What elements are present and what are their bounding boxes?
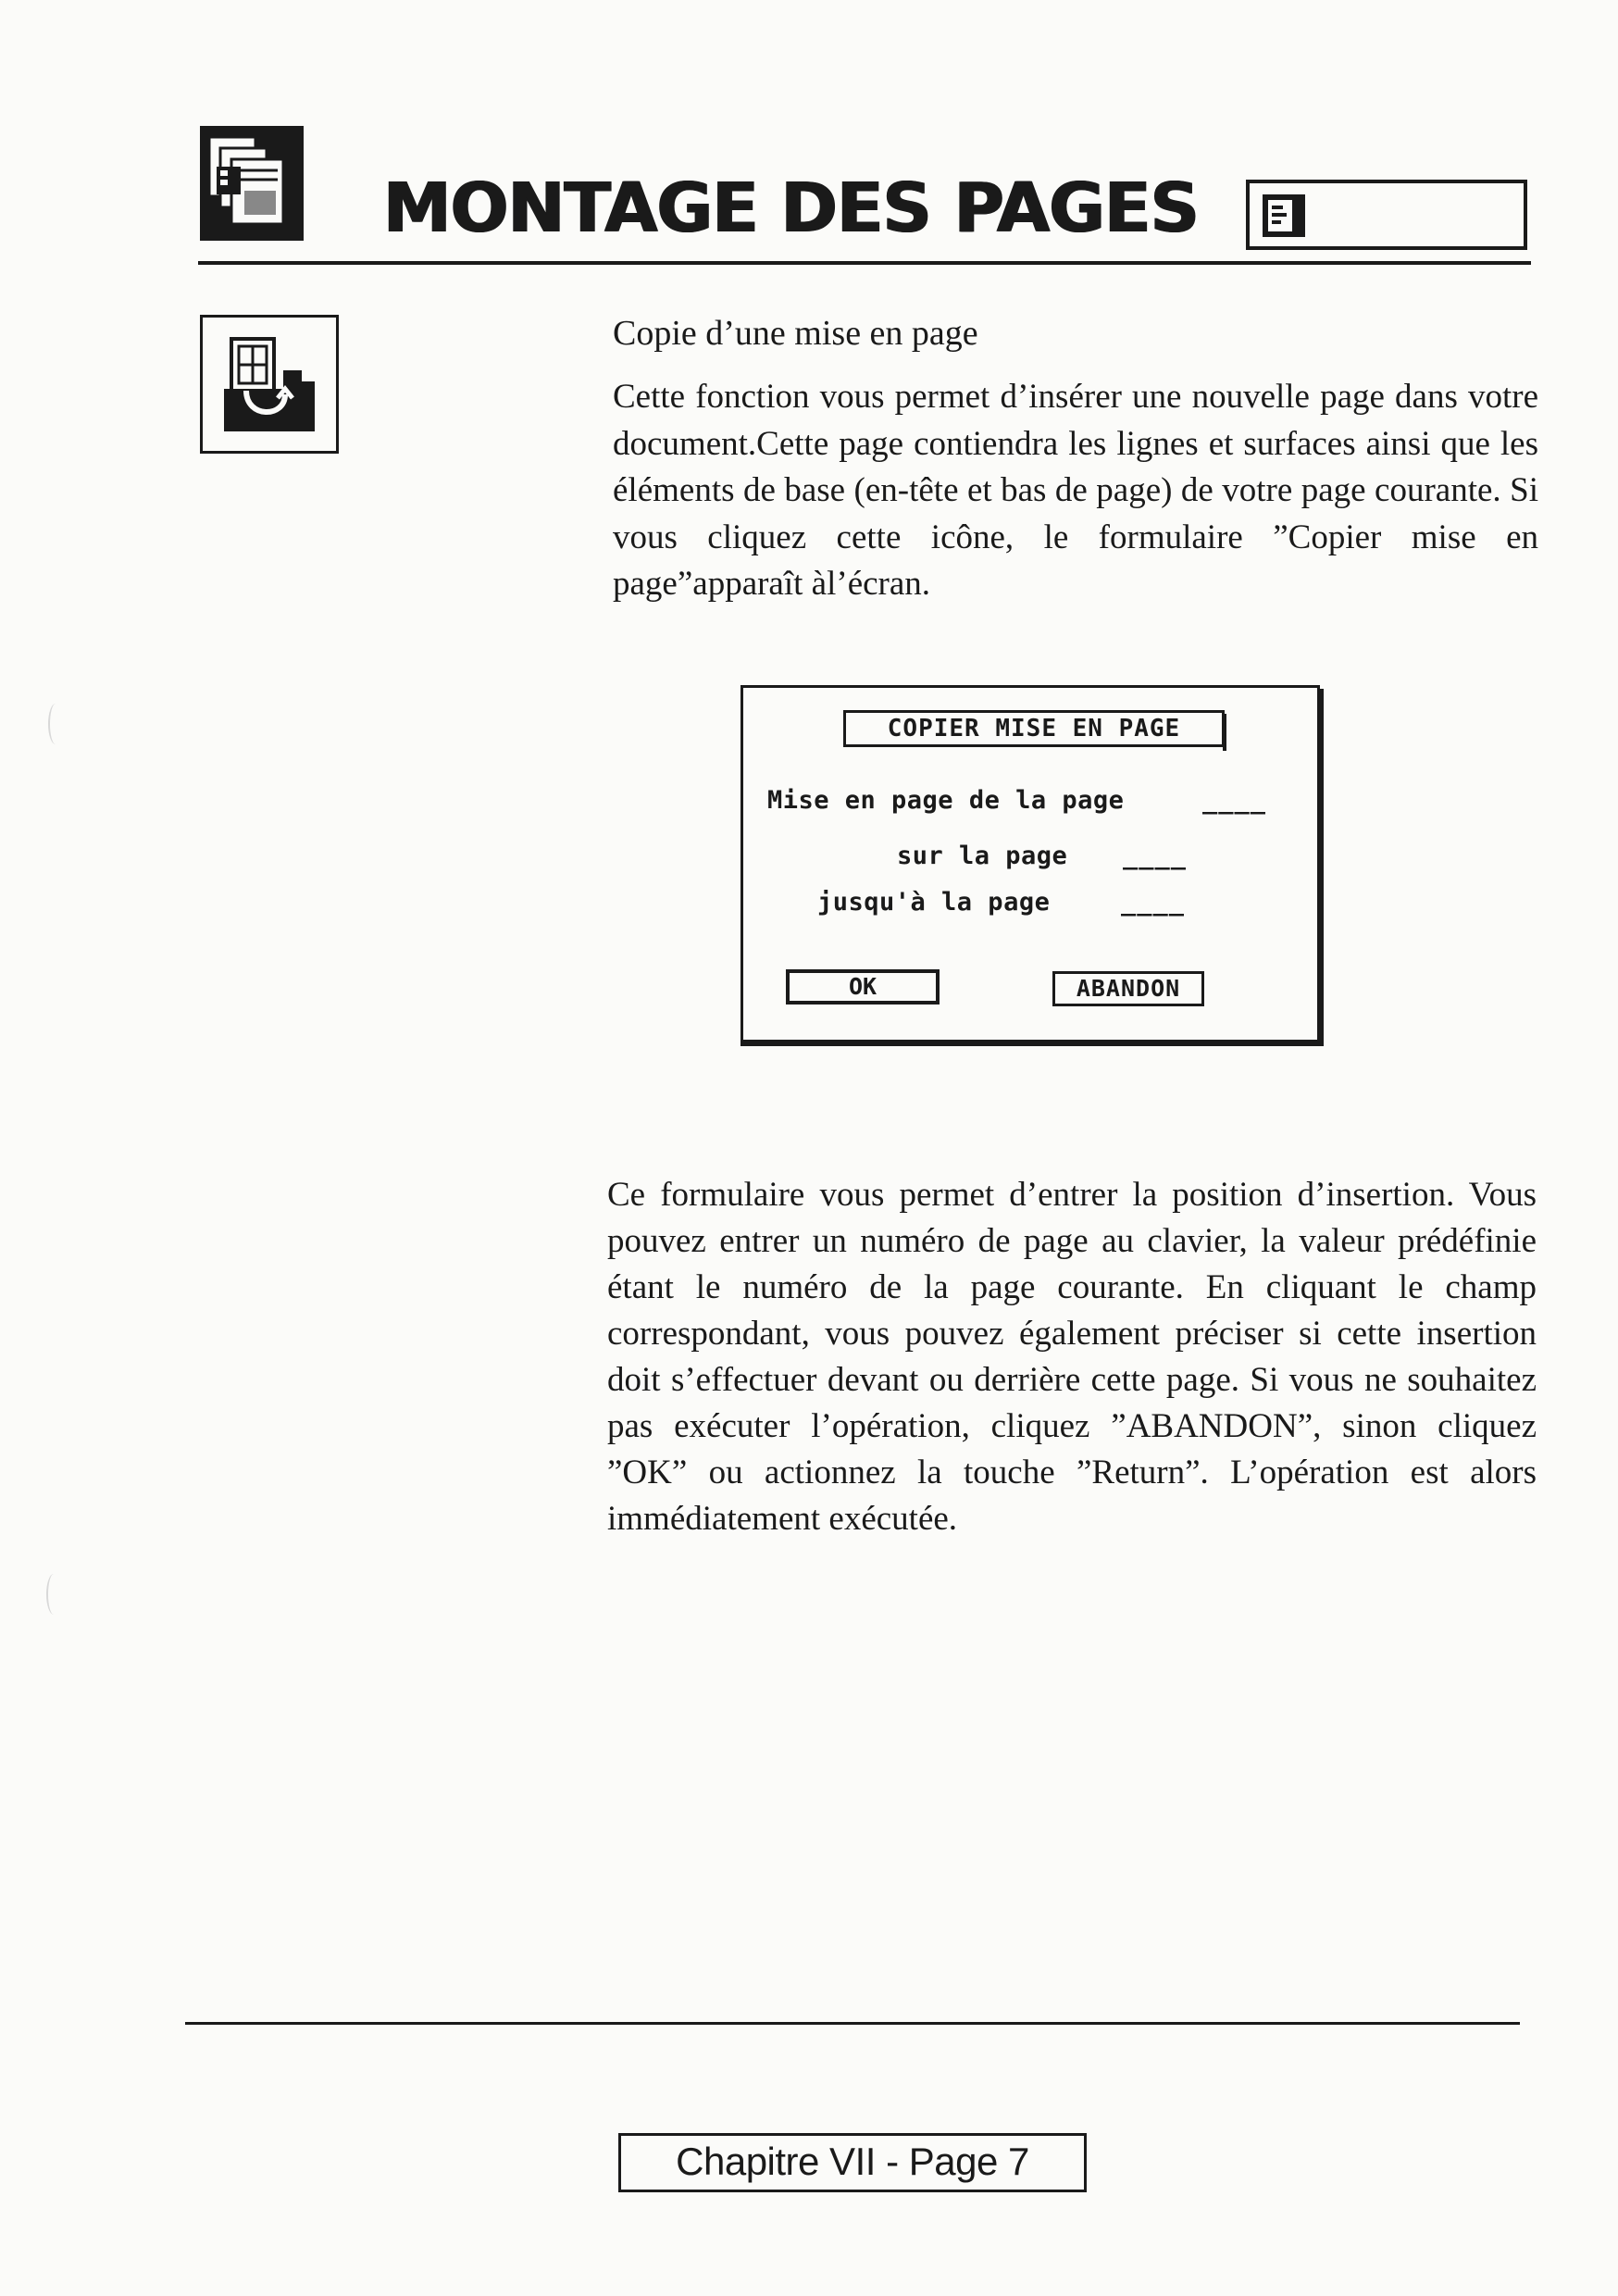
page-layout-icon <box>200 126 304 241</box>
scan-mark <box>46 1574 61 1615</box>
intro-paragraph: Cette fonction vous permet d’insérer une nouvelle page dans votre document.Cette page contiendra les lignes et surfaces ainsi que les éléments de base (en-tête et bas de page) de votre page courante. Si vous cliquez cette icône, le formulaire ”Copier mise en page”apparaît àl’écran. <box>613 378 1538 603</box>
page-number-box: Chapitre VII - Page 7 <box>618 2133 1087 2192</box>
copy-layout-dialog <box>741 685 1320 1042</box>
header-rule <box>198 261 1531 265</box>
target-page-label: sur la page <box>897 842 1068 870</box>
page-title: MONTAGE DES PAGES <box>383 168 1199 248</box>
section-heading: Copie d’une mise en page <box>613 314 978 353</box>
target-page-field[interactable]: ____ <box>1123 842 1188 870</box>
until-page-field[interactable]: ____ <box>1121 888 1186 917</box>
scan-mark <box>48 704 63 744</box>
copy-layout-icon <box>218 333 320 435</box>
source-page-label: Mise en page de la page <box>767 786 1125 815</box>
until-page-label: jusqu'à la page <box>817 888 1051 917</box>
ok-button[interactable]: OK <box>786 969 940 1004</box>
dialog-title-shadow <box>1223 714 1226 751</box>
document-icon <box>1261 193 1307 239</box>
dialog-shadow <box>741 1042 1324 1046</box>
description-paragraph: Ce formulaire vous permet d’entrer la position d’insertion. Vous pouvez entrer un numéro de page au clavier, la valeur prédéfinie étant le numéro de la page courante. En cliquant le champ correspondant, vous pouvez également préciser si cette insertion doit s’effectuer devant ou derrière cette page. Si vous ne souhaitez pas exécuter l’opération, cliquez ”ABANDON”, sinon cliquez ”OK” ou actionnez la touche ”Return”. L’opération est alors immédiatement exécutée. <box>607 1176 1537 1538</box>
abandon-button[interactable]: ABANDON <box>1052 971 1204 1006</box>
dialog-shadow <box>1320 689 1324 1046</box>
source-page-field[interactable]: ____ <box>1202 786 1267 815</box>
dialog-title: COPIER MISE EN PAGE <box>843 710 1225 747</box>
footer-rule <box>185 2022 1520 2025</box>
